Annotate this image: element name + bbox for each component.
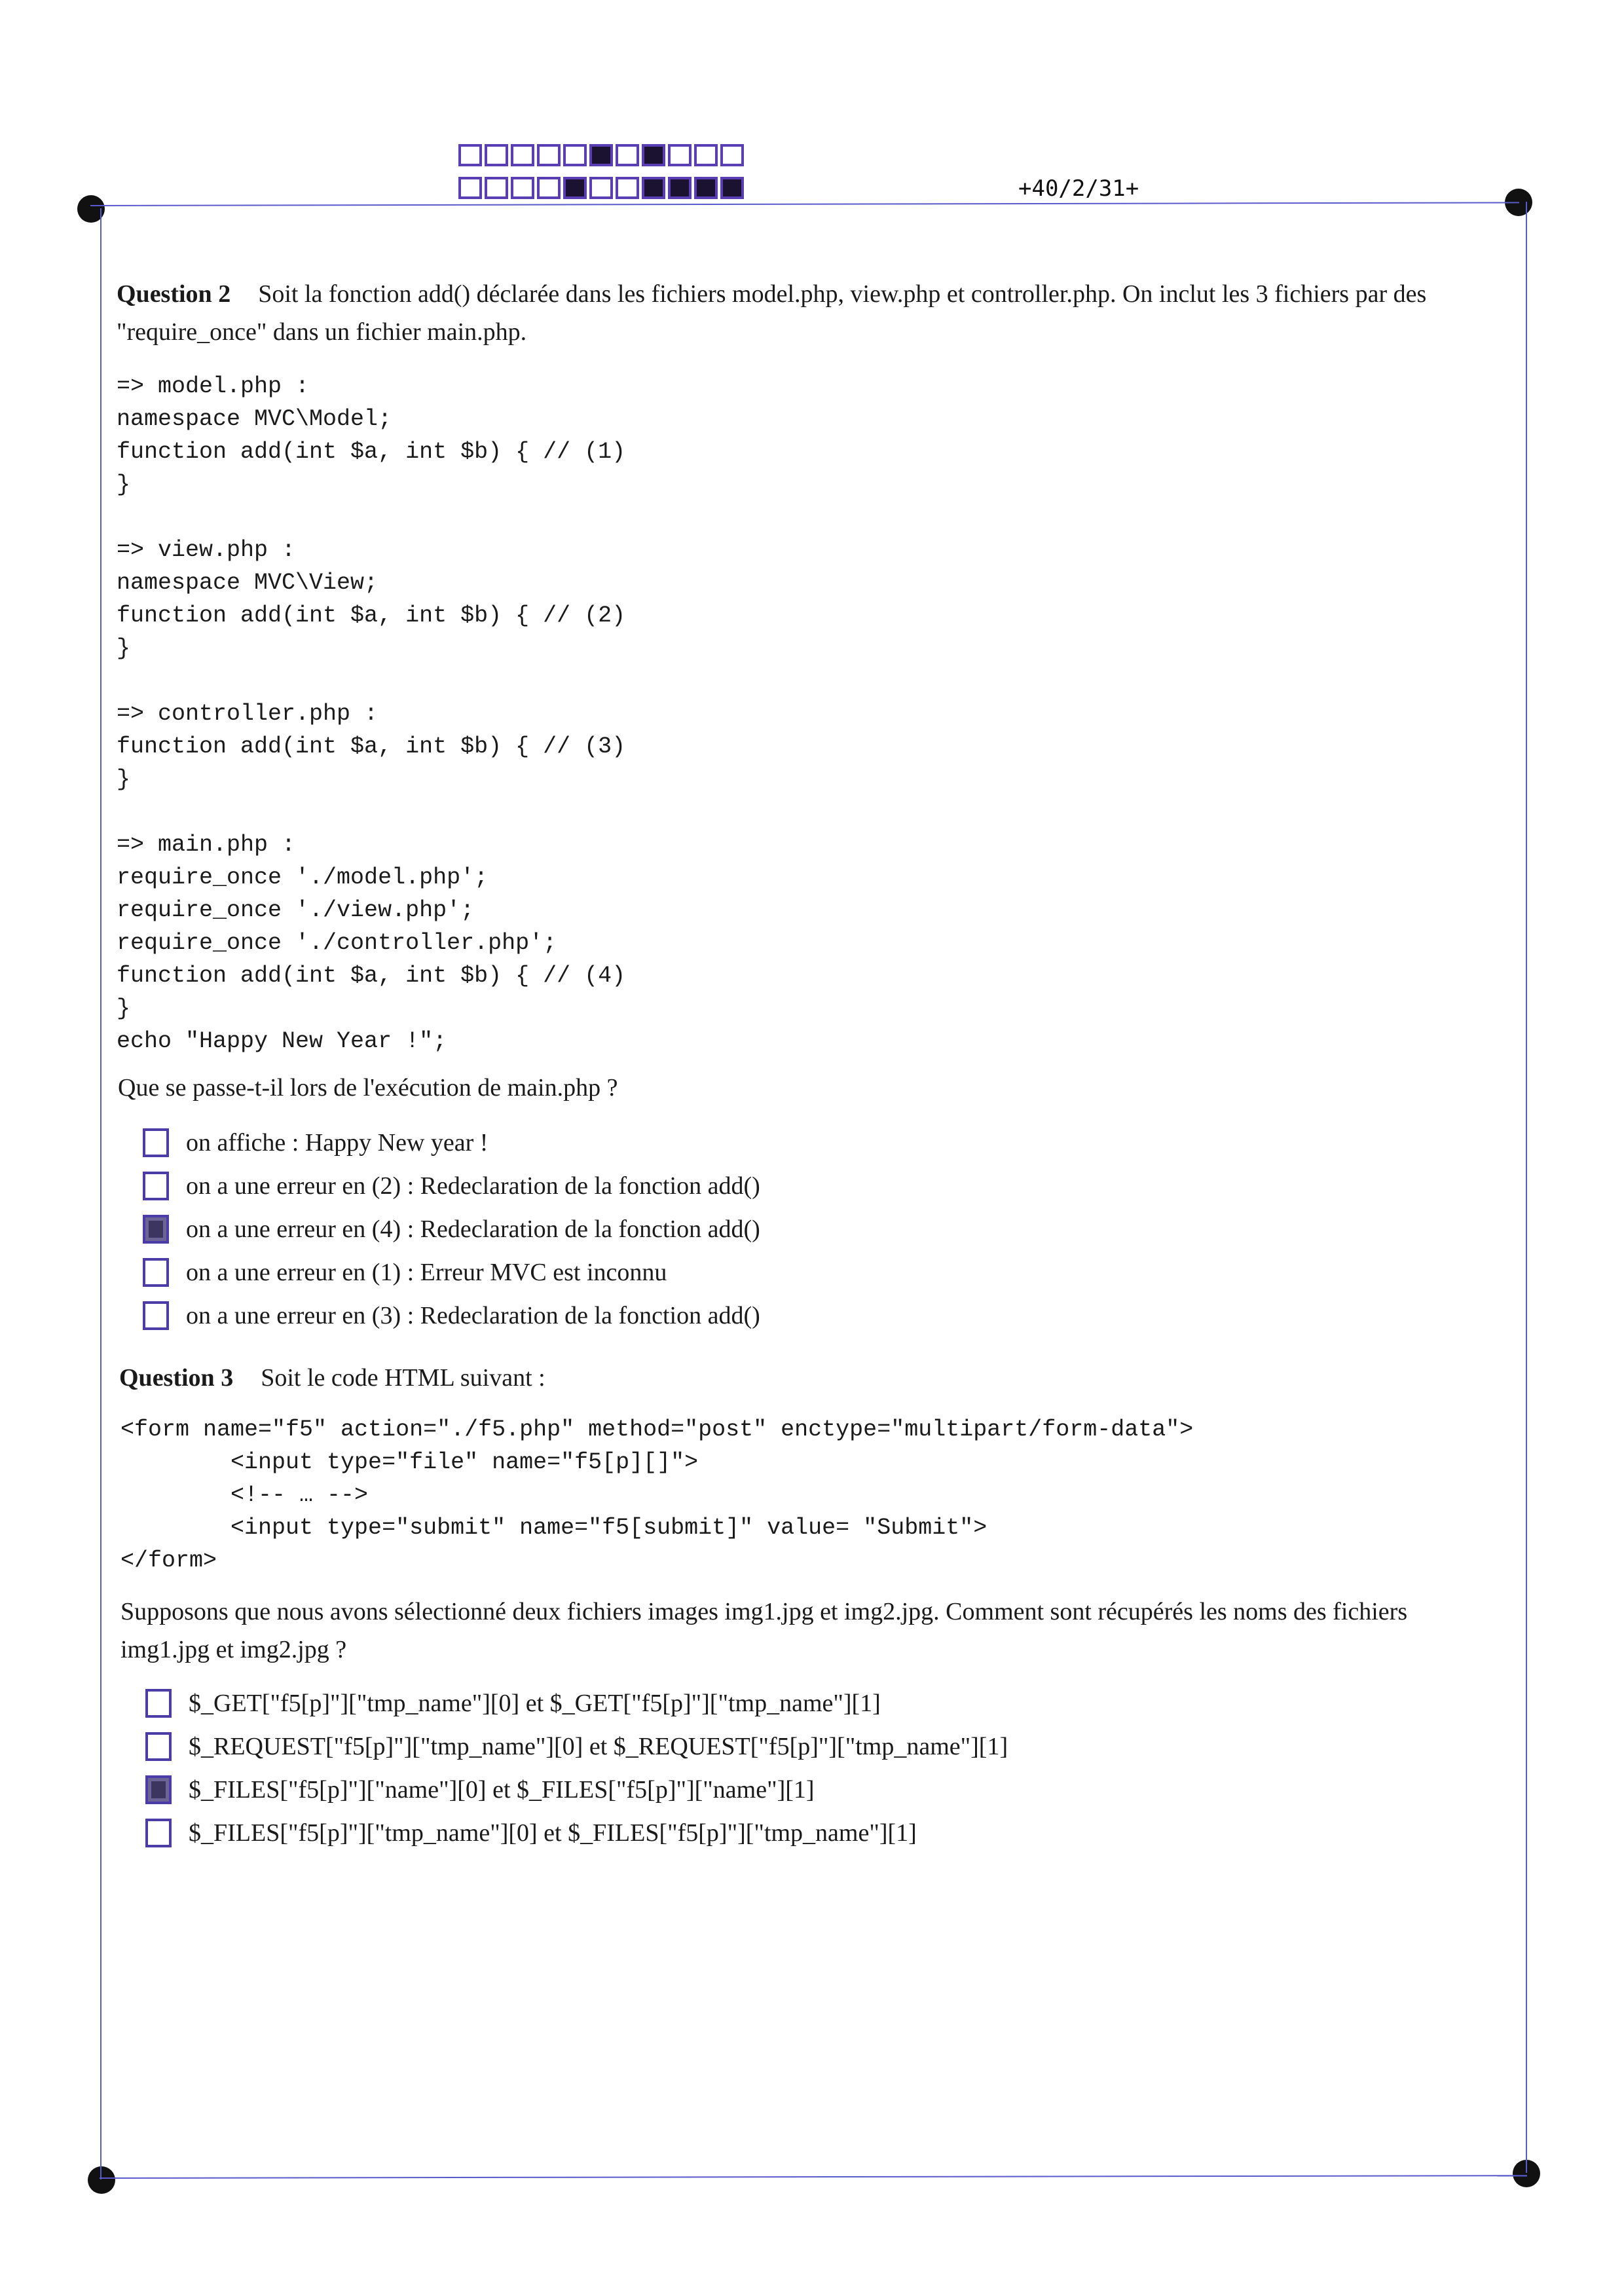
- id-box[interactable]: [511, 144, 534, 166]
- id-box[interactable]: [720, 144, 744, 166]
- id-box[interactable]: [458, 144, 482, 166]
- answer-label: $_FILES["f5[p]"]["tmp_name"][0] et $_FILES["f5[p]"]["tmp_name"][1]: [189, 1819, 917, 1847]
- question-3-code: <form name="f5" action="./f5.php" method="post" enctype="multipart/form-data"> <input type="file" name="f5[p][]"> <!-- … --> <input type="submit" name="f5[submit]" value= "Submit"> </form>: [120, 1416, 1194, 1574]
- question-2-options: [143, 1121, 760, 1337]
- answer-option[interactable]: [145, 1682, 1008, 1725]
- question-3-intro: [119, 1359, 1494, 1397]
- answer-label: on a une erreur en (1) : Erreur MVC est inconnu: [186, 1259, 667, 1286]
- student-id-row-1: [458, 144, 744, 166]
- checkbox[interactable]: [145, 1819, 172, 1847]
- id-box[interactable]: [511, 177, 534, 199]
- answer-label: on affiche : Happy New year !: [186, 1129, 489, 1157]
- id-box[interactable]: [537, 144, 561, 166]
- page-identifier: +40/2/31+: [1018, 176, 1139, 202]
- id-box[interactable]: [616, 177, 639, 199]
- frame-bottom: [100, 2175, 1527, 2179]
- frame-left: [100, 208, 101, 2179]
- checkbox[interactable]: [143, 1172, 169, 1200]
- id-box[interactable]: [668, 177, 692, 199]
- checkbox[interactable]: [143, 1128, 169, 1157]
- question-3-options: [145, 1682, 1008, 1855]
- answer-label: $_GET["f5[p]"]["tmp_name"][0] et $_GET["f5[p]"]["tmp_name"][1]: [189, 1690, 881, 1717]
- checked-box[interactable]: [143, 1215, 169, 1244]
- answer-option[interactable]: [143, 1251, 760, 1294]
- answer-option[interactable]: [145, 1811, 1008, 1855]
- corner-mark-bottom-left: [88, 2166, 115, 2194]
- answer-option[interactable]: [145, 1768, 1008, 1811]
- id-box[interactable]: [720, 177, 744, 199]
- question-2-text: Soit la fonction add() déclarée dans les fichiers model.php, view.php et controller.php. On inclut les 3 fichiers par des "require_once" dans un fichier main.php.: [117, 280, 1427, 346]
- id-box[interactable]: [485, 144, 508, 166]
- answer-label: on a une erreur en (3) : Redeclaration de la fonction add(): [186, 1302, 760, 1329]
- id-box[interactable]: [616, 144, 639, 166]
- answer-label: $_FILES["f5[p]"]["name"][0] et $_FILES["f5[p]"]["name"][1]: [189, 1776, 815, 1804]
- checkbox[interactable]: [143, 1258, 169, 1287]
- question-3-prompt: Supposons que nous avons sélectionné deux fichiers images img1.jpg et img2.jpg. Comment sont récupérés les noms des fichiers img1.jpg et img2.jpg ?: [120, 1598, 1408, 1663]
- question-3-title: Question 3: [119, 1364, 234, 1392]
- id-box[interactable]: [642, 144, 665, 166]
- checkbox[interactable]: [145, 1732, 172, 1761]
- id-box[interactable]: [694, 177, 718, 199]
- question-2-title: Question 2: [117, 280, 231, 308]
- id-box[interactable]: [563, 177, 587, 199]
- checkbox[interactable]: [145, 1689, 172, 1718]
- id-box[interactable]: [694, 144, 718, 166]
- id-box[interactable]: [458, 177, 482, 199]
- id-box[interactable]: [485, 177, 508, 199]
- answer-label: on a une erreur en (4) : Redeclaration de la fonction add(): [186, 1215, 760, 1243]
- id-box[interactable]: [642, 177, 665, 199]
- answer-option[interactable]: [143, 1121, 760, 1164]
- question-2-prompt: Que se passe-t-il lors de l'exécution de main.php ?: [118, 1074, 618, 1102]
- id-box[interactable]: [537, 177, 561, 199]
- id-box[interactable]: [589, 144, 613, 166]
- frame-right: [1526, 202, 1527, 2173]
- answer-option[interactable]: [143, 1208, 760, 1251]
- id-box[interactable]: [668, 144, 692, 166]
- id-box[interactable]: [563, 144, 587, 166]
- id-box[interactable]: [589, 177, 613, 199]
- answer-option[interactable]: [145, 1725, 1008, 1768]
- checked-box[interactable]: [145, 1775, 172, 1804]
- answer-option[interactable]: [143, 1294, 760, 1337]
- answer-label: on a une erreur en (2) : Redeclaration de la fonction add(): [186, 1172, 760, 1200]
- student-id-row-2: [458, 177, 744, 199]
- checkbox[interactable]: [143, 1301, 169, 1330]
- frame-top: [90, 202, 1519, 206]
- answer-option[interactable]: [143, 1164, 760, 1208]
- question-3-text: Soit le code HTML suivant :: [261, 1364, 545, 1392]
- answer-label: $_REQUEST["f5[p]"]["tmp_name"][0] et $_REQUEST["f5[p]"]["tmp_name"][1]: [189, 1733, 1008, 1760]
- question-2-intro: [117, 275, 1498, 351]
- question-2-code: => model.php : namespace MVC\Model; function add(int $a, int $b) { // (1) } => view.php : namespace MVC\View; function add(int $a, int $b) { // (2) } => controller.php : function add(int $a, int $b) { // (3) } => main.php : require_once './model.php'; require_once './view.php'; require_once './controller.php'; function add(int $a, int $b) { // (4) } echo "Happy New Year !";: [117, 373, 626, 1054]
